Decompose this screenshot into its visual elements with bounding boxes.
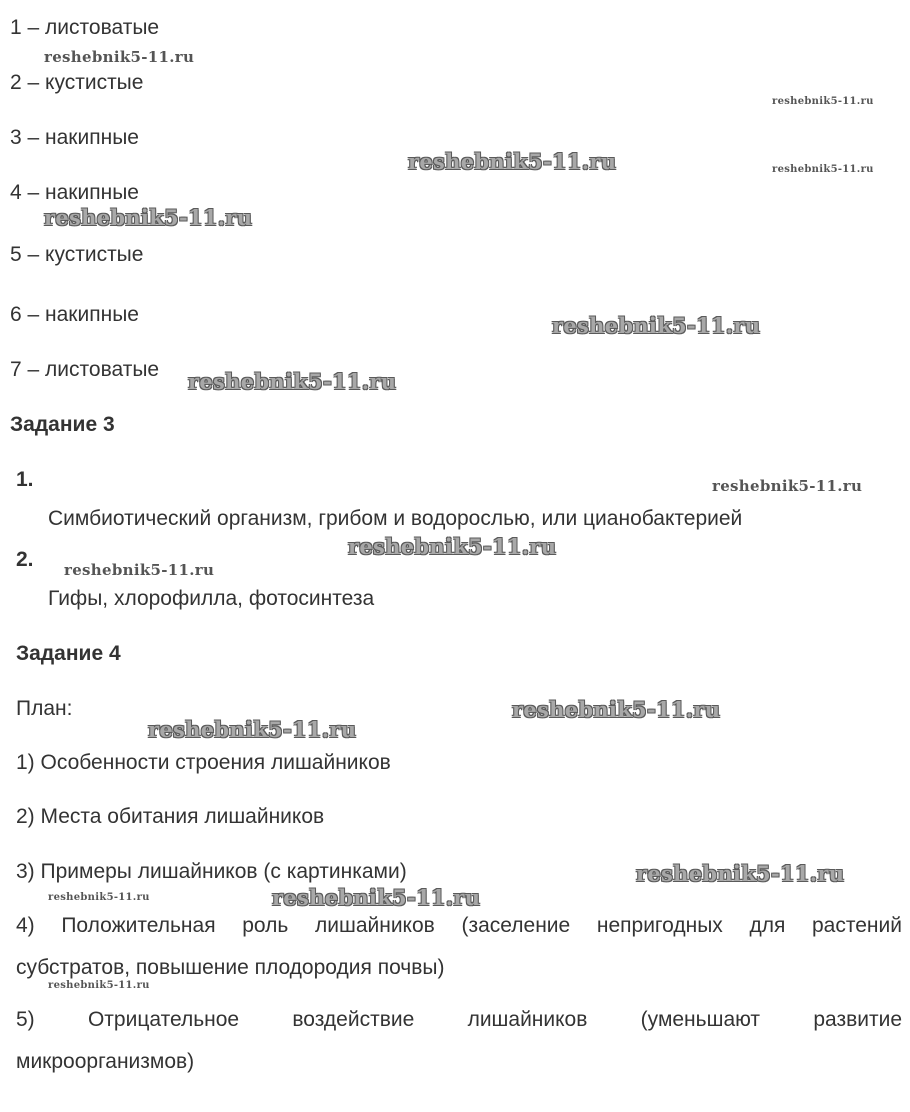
plan-item-4-line2: субстратов, повышение плодородия почвы) xyxy=(16,956,445,979)
watermark: reshebnik5-11.ru xyxy=(348,534,557,559)
list-item-2: 2 – кустистые xyxy=(10,71,144,94)
watermark: reshebnik5-11.ru xyxy=(772,96,874,107)
watermark: reshebnik5-11.ru xyxy=(272,885,481,910)
task3-q1-number: 1. xyxy=(16,468,34,491)
list-item-6: 6 – накипные xyxy=(10,303,139,326)
plan-label: План: xyxy=(16,697,73,720)
list-item-4: 4 – накипные xyxy=(10,181,139,204)
plan-item-5-line2: микроорганизмов) xyxy=(16,1050,195,1073)
task3-q2-number: 2. xyxy=(16,548,34,571)
plan-item-4-line1: 4) Положительная роль лишайников (заселение непригодных для растений xyxy=(16,914,902,937)
watermark: reshebnik5-11.ru xyxy=(512,697,721,722)
watermark: reshebnik5-11.ru xyxy=(48,892,150,903)
list-item-3: 3 – накипные xyxy=(10,126,139,149)
plan-item-5-line1: 5) Отрицательное воздействие лишайников (уменьшают развитие xyxy=(16,1008,902,1031)
watermark: reshebnik5-11.ru xyxy=(64,561,215,579)
list-item-1: 1 – листоватые xyxy=(10,16,160,39)
watermark: reshebnik5-11.ru xyxy=(636,861,845,886)
watermark: reshebnik5-11.ru xyxy=(44,205,253,230)
task3-heading: Задание 3 xyxy=(10,413,115,436)
watermark: reshebnik5-11.ru xyxy=(552,313,761,338)
watermark: reshebnik5-11.ru xyxy=(48,980,150,991)
task3-q2-answer: Гифы, хлорофилла, фотосинтеза xyxy=(48,587,375,610)
watermark: reshebnik5-11.ru xyxy=(148,717,357,742)
list-item-7: 7 – листоватые xyxy=(10,358,160,381)
watermark: reshebnik5-11.ru xyxy=(408,149,617,174)
plan-item-3: 3) Примеры лишайников (с картинками) xyxy=(16,860,407,883)
task4-heading: Задание 4 xyxy=(16,642,121,665)
watermark: reshebnik5-11.ru xyxy=(772,164,874,175)
watermark: reshebnik5-11.ru xyxy=(188,369,397,394)
task3-q1-answer: Симбиотический организм, грибом и водорослью, или цианобактерией xyxy=(48,507,743,530)
list-item-5: 5 – кустистые xyxy=(10,243,144,266)
watermark: reshebnik5-11.ru xyxy=(712,477,863,495)
plan-item-1: 1) Особенности строения лишайников xyxy=(16,751,391,774)
plan-item-2: 2) Места обитания лишайников xyxy=(16,805,325,828)
watermark: reshebnik5-11.ru xyxy=(44,48,195,66)
